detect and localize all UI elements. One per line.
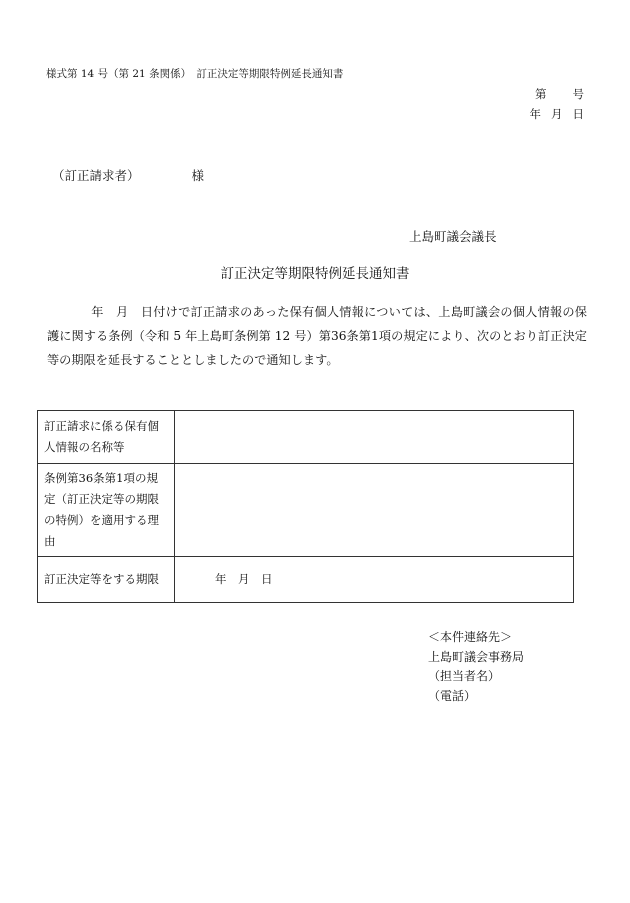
document-number: [535, 86, 584, 102]
recipient: [52, 166, 204, 184]
info-table: [37, 410, 574, 603]
contact-phone: （電話）: [428, 688, 477, 703]
table-row: [38, 557, 574, 603]
recipient-honorific: 様: [191, 168, 205, 183]
body-paragraph: [47, 300, 587, 372]
table-row: [38, 464, 574, 557]
row-value: [175, 411, 574, 464]
recipient-label: （訂正請求者）: [52, 168, 140, 183]
form-number: 様式第 14 号（第 21 条関係） 訂正決定等期限特例延長通知書: [46, 68, 344, 80]
row-label: 訂正決定等をする期限: [38, 557, 175, 603]
doc-number-suffix: 号: [572, 87, 584, 101]
contact-heading: ＜本件連絡先＞: [428, 630, 513, 644]
table-row: [38, 411, 574, 464]
row-value: [175, 464, 574, 557]
body-text: 年 月 日付けで訂正請求のあった保有個人情報については、上島町議会の個人情報の保護に関する条例（令和 5 年上島町条例第 12 号）第36条第1項の規定により、次のとおり訂正決定等の期限を延長することとしましたので通知します。: [47, 305, 587, 367]
row-value-deadline: 年 月 日: [175, 557, 574, 603]
contact-block: [428, 628, 524, 706]
issue-date: [530, 106, 585, 122]
contact-person: （担当者名）: [428, 669, 501, 683]
contact-office: 上島町議会事務局: [428, 649, 525, 664]
date-day: 日: [572, 107, 584, 121]
row-label: 条例第36条第1項の規定（訂正決定等の期限の特例）を適用する理由: [38, 464, 175, 557]
date-month: 月: [551, 107, 563, 121]
date-year: 年: [529, 107, 541, 121]
doc-number-prefix: 第: [535, 87, 547, 101]
sender: 上島町議会議長: [409, 229, 497, 244]
row-label: 訂正請求に係る保有個人情報の名称等: [38, 411, 175, 464]
page-title: 訂正決定等期限特例延長通知書: [220, 266, 410, 282]
